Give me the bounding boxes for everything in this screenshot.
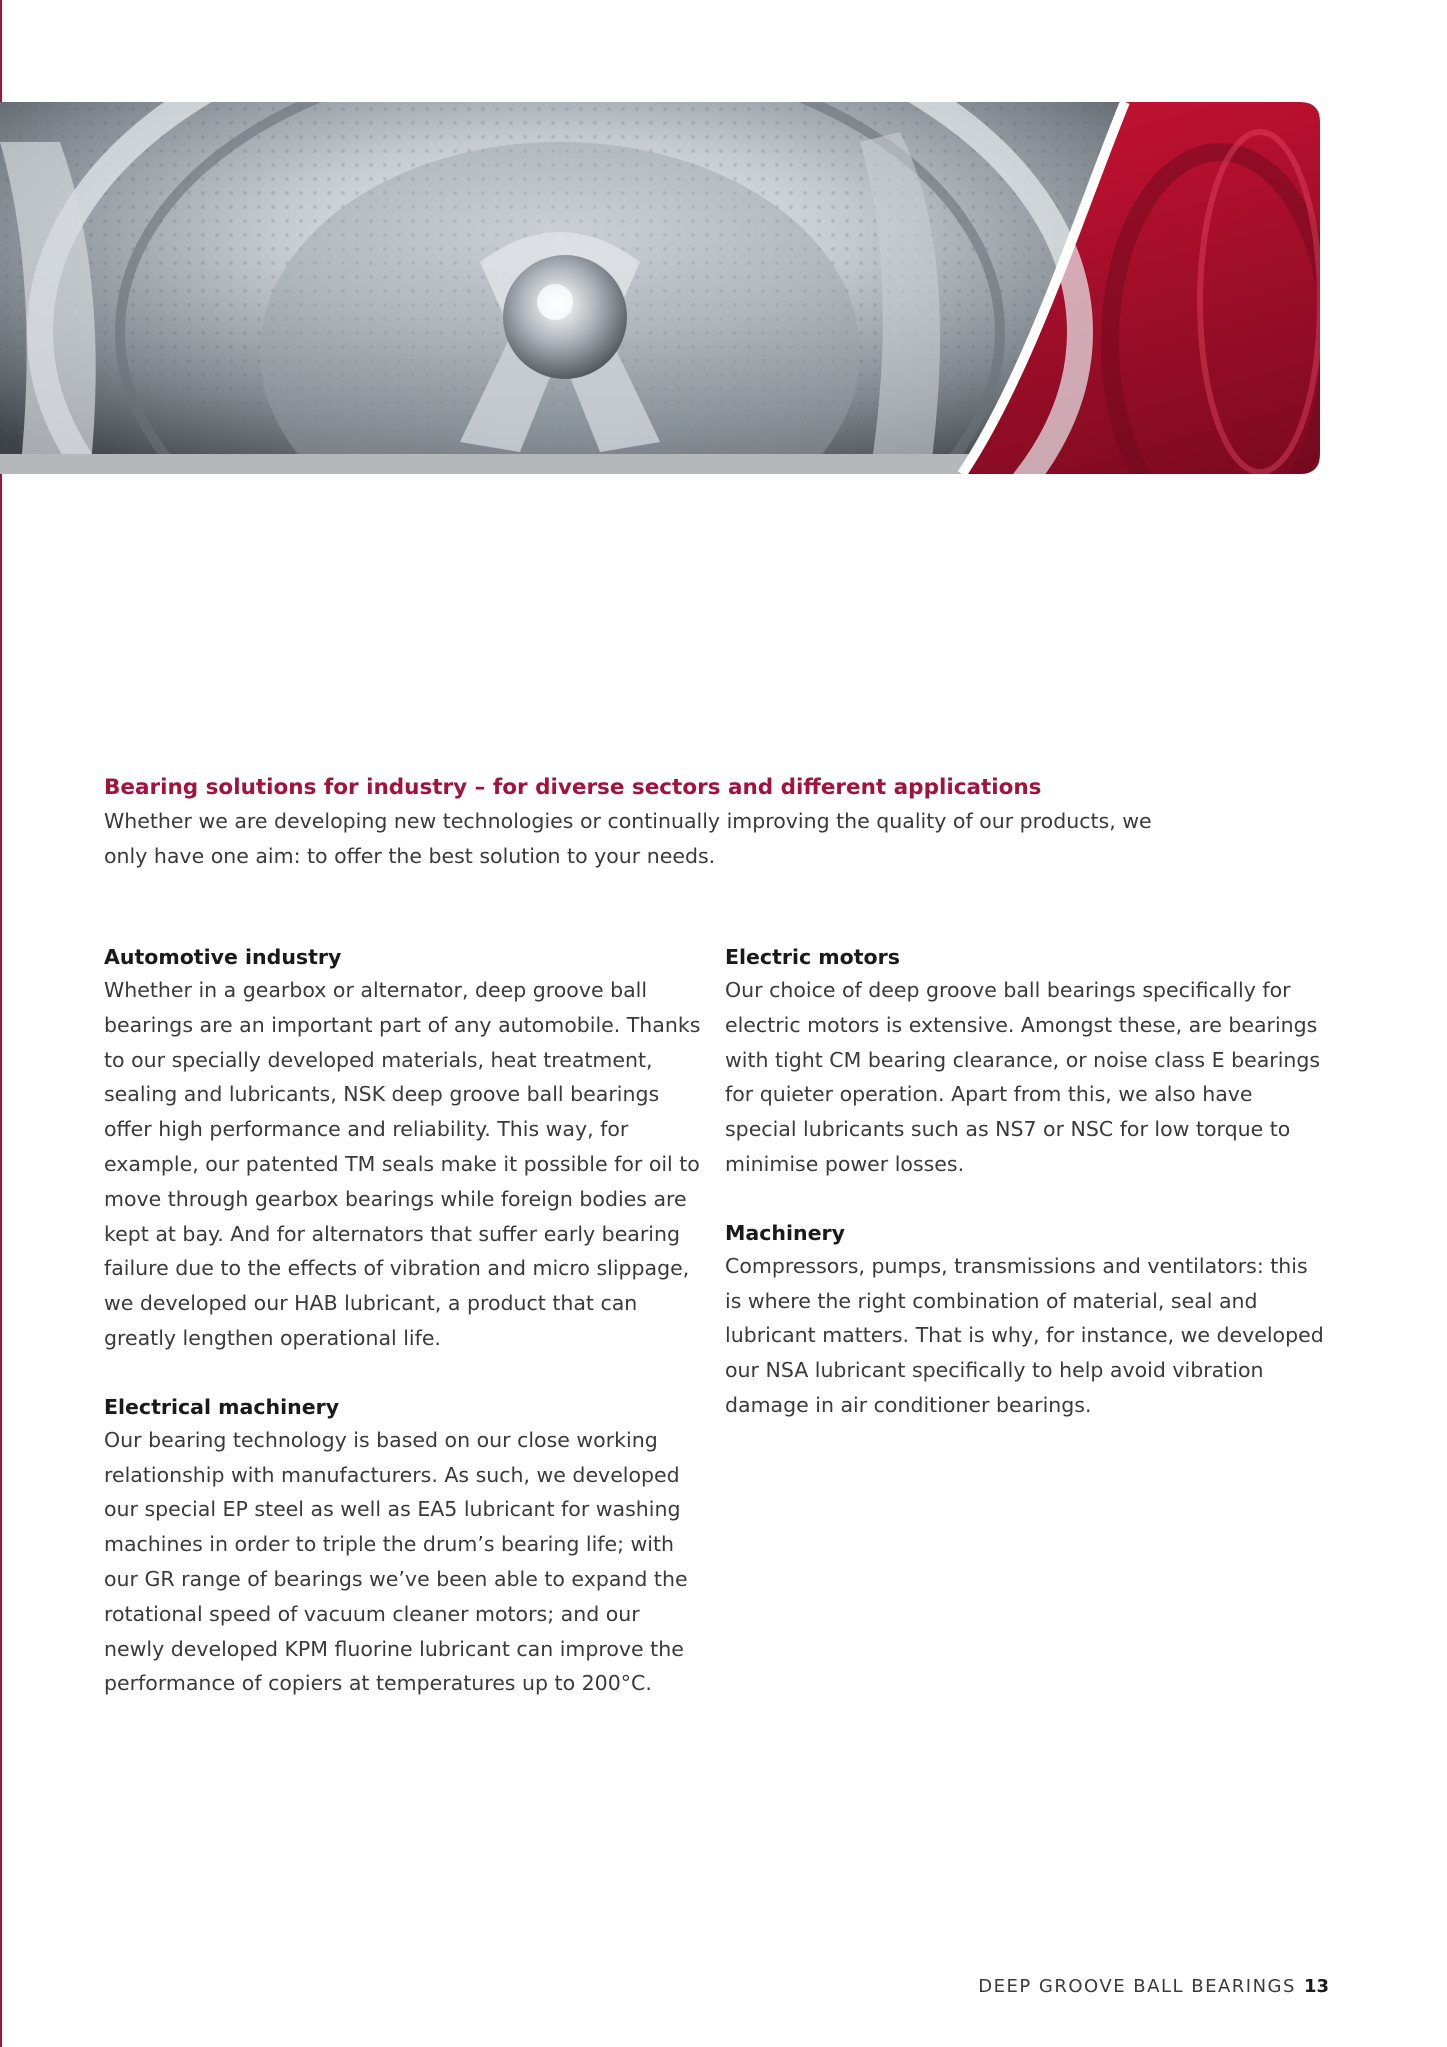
hero-image [0, 102, 1320, 474]
footer-label: DEEP GROOVE BALL BEARINGS [978, 1976, 1296, 1997]
section-body-electrical-machinery: Our bearing technology is based on our close working relationship with manufacturers. As such, we developed our special EP steel as well as EA5 lubricant for washing machines in order to triple the drum’s bearing life; with our GR range of bearings we’ve been able to expand the rotational speed of vacuum cleaner motors; and our newly developed KPM fluorine lubricant can improve the performance of copiers at temperatures up to 200°C. [104, 1427, 688, 1696]
section-body-automotive: Whether in a gearbox or alternator, deep groove ball bearings are an important part of any automobile. Thanks to our specially developed materials, heat treatment, sealing and lubricants, NSK deep groove ball bearings offer high performance and reliability. This way, for example, our patented TM seals make it possible for oil to move through gearbox bearings while foreign bodies are kept at bay. And for alternators that suffer early bearing failure due to the effects of vibration and micro slippage, we developed our HAB lubricant, a product that can greatly lengthen operational life. [104, 978, 701, 1350]
section-title-machinery: Machinery [725, 1220, 845, 1245]
intro-block [104, 772, 1184, 874]
section-title-electric-motors: Electric motors [725, 945, 900, 969]
section-body-machinery: Compressors, pumps, transmissions and ventilators: this is where the right combination of material, seal and lubricant matters. That is why, for instance, we developed our NSA lubricant specifically to help avoid vibration damage in air conditioner bearings. [725, 1253, 1324, 1417]
section-electric-motors [725, 941, 1325, 1182]
page-number: 13 [1303, 1976, 1329, 1997]
left-column [104, 941, 704, 1736]
intro-title: Bearing solutions for industry – for diverse sectors and different applications [104, 775, 1042, 800]
section-automotive [104, 941, 704, 1356]
section-machinery [725, 1217, 1325, 1423]
page-footer [978, 1976, 1329, 1997]
section-body-electric-motors: Our choice of deep groove ball bearings specifically for electric motors is extensive. Amongst these, are bearings with tight CM bearing clearance, or noise class E bearings for quieter operation. Apart from this, we also have special lubricants such as NS7 or NSC for low torque to minimise power losses. [725, 978, 1321, 1176]
section-title-automotive: Automotive industry [104, 945, 342, 969]
section-title-electrical-machinery: Electrical machinery [104, 1394, 340, 1419]
intro-body: Whether we are developing new technologies or continually improving the quality of our products, we only have one aim: to offer the best solution to your needs. [104, 809, 1152, 868]
right-column [725, 941, 1325, 1458]
section-electrical-machinery [104, 1391, 704, 1701]
